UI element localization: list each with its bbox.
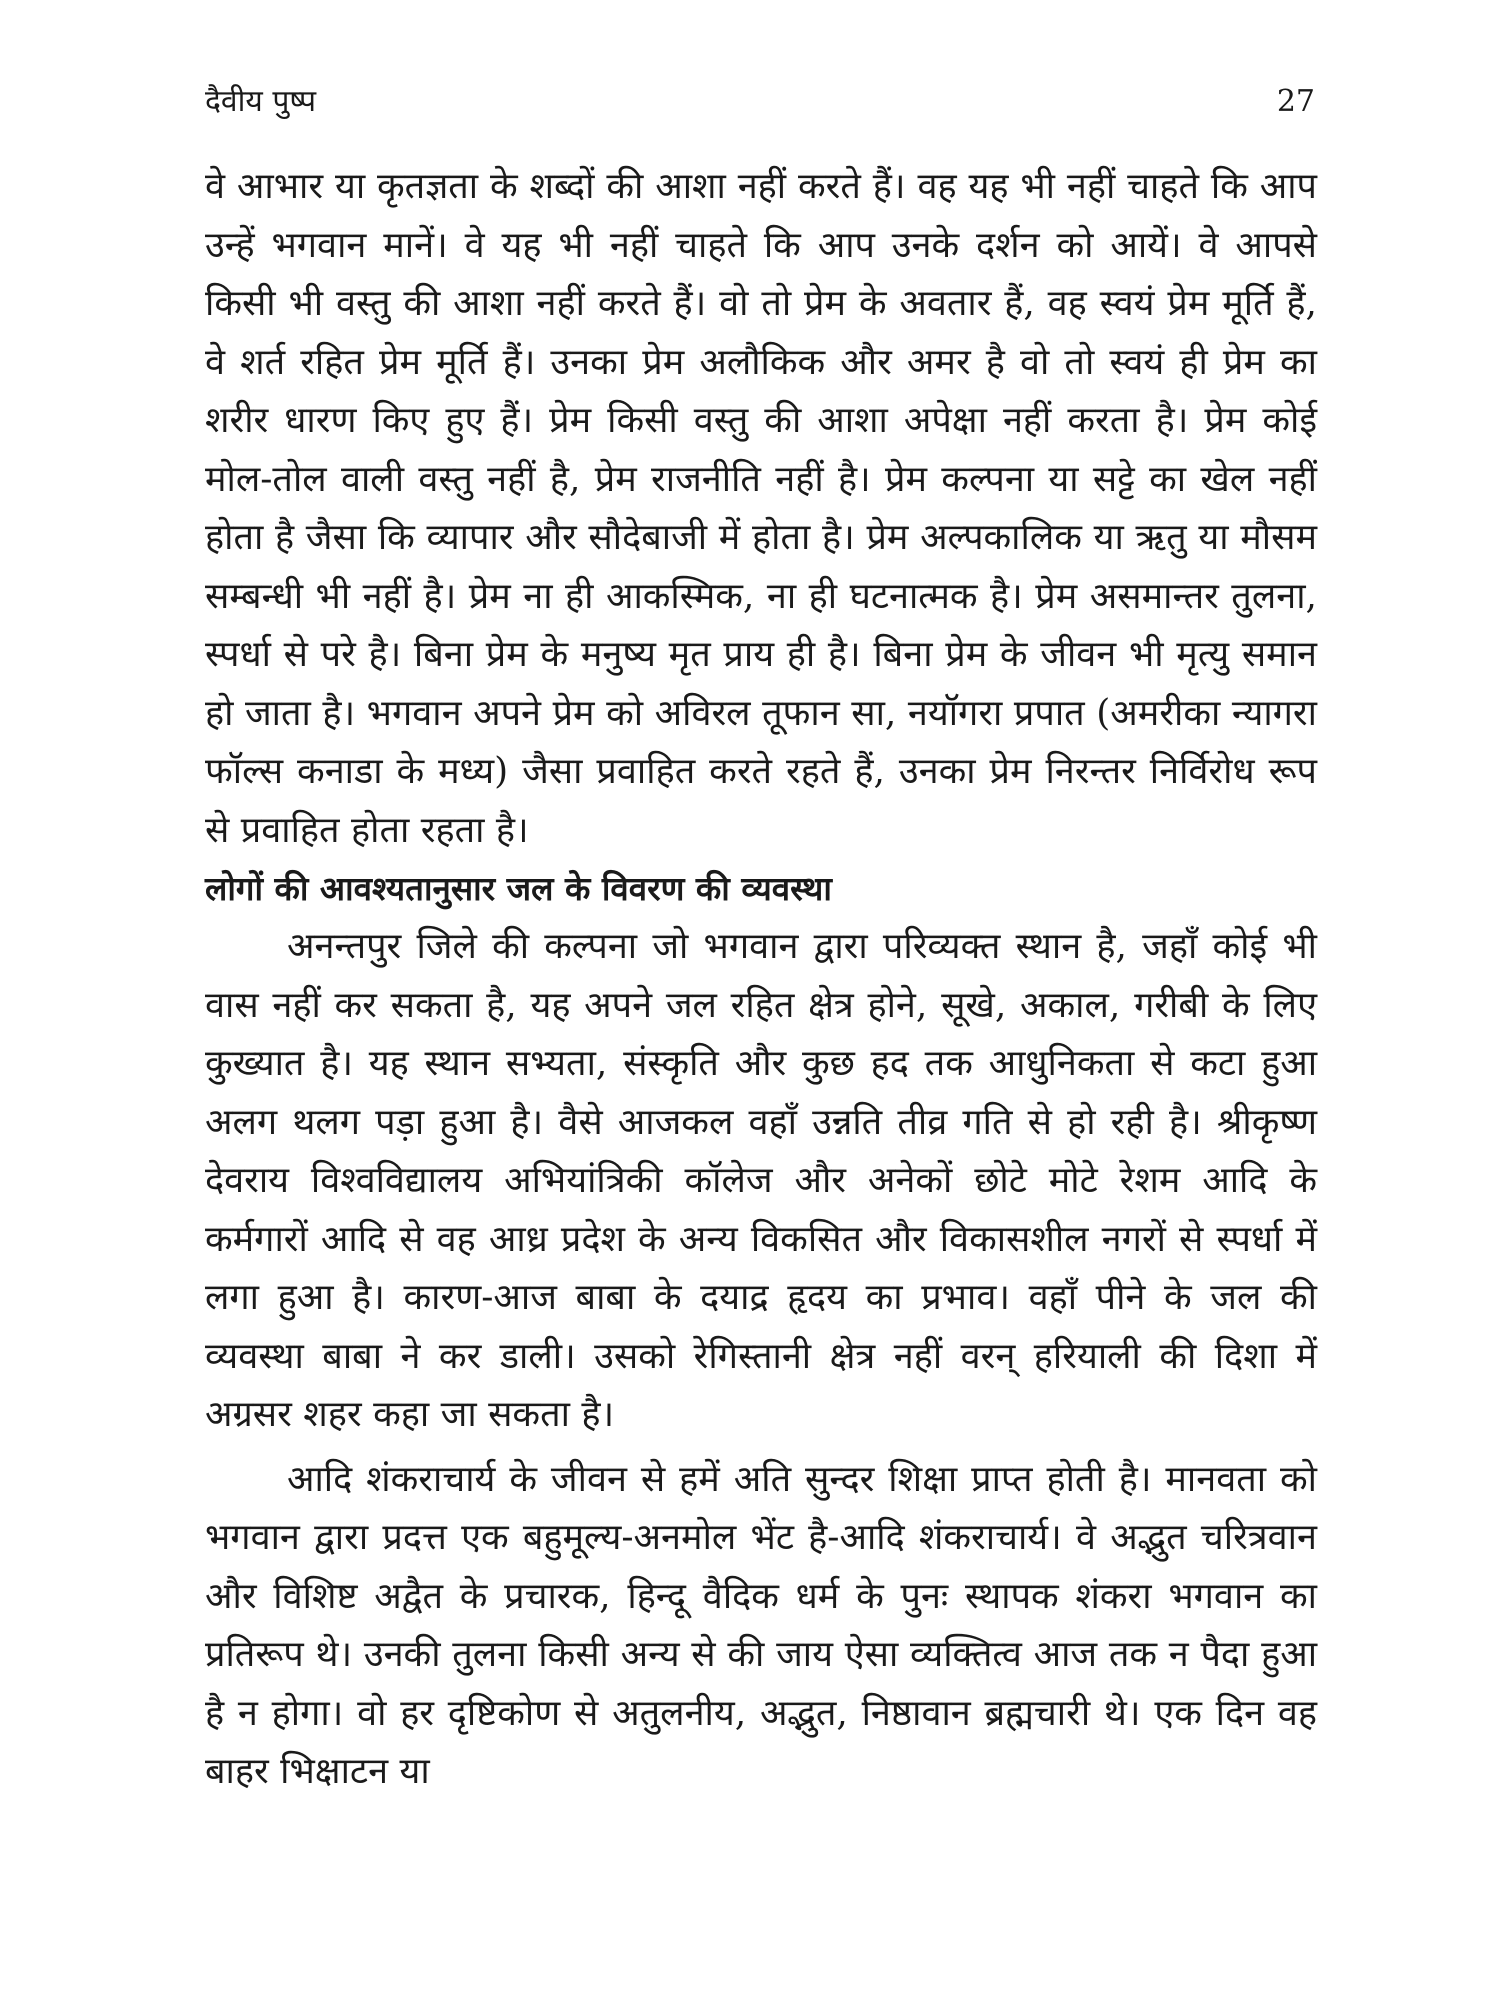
running-header bbox=[205, 82, 1315, 132]
page-number: 27 bbox=[1276, 84, 1315, 119]
body-text bbox=[205, 158, 1317, 1802]
paragraph-anantapur-water: अनन्तपुर जिले की कल्पना जो भगवान द्वारा परिव्यक्त स्थान है, जहाँ कोई भी वास नहीं कर सकता है, यह अपने जल रहित क्षेत्र होने, सूखे, अकाल, गरीबी के लिए कुख्यात है। यह स्थान सभ्यता, संस्कृति और कुछ हद तक आधुनिकता से कटा हुआ अलग थलग पड़ा हुआ है। वैसे आजकल वहाँ उन्नति तीव्र गति से हो रही है। श्रीकृष्ण देवराय विश्वविद्यालय अभियांत्रिकी कॉलेज और अनेकों छोटे मोटे रेशम आदि के कर्मगारों आदि से वह आध्र प्रदेश के अन्य विकसित और विकासशील नगरों से स्पर्धा में लगा हुआ है। कारण-आज बाबा के दयाद्र हृदय का प्रभाव। वहाँ पीने के जल की व्यवस्था बाबा ने कर डाली। उसको रेगिस्तानी क्षेत्र नहीं वरन् हरियाली की दिशा में अग्रसर शहर कहा जा सकता है। bbox=[205, 926, 1317, 1435]
section-heading: लोगों की आवश्यतानुसार जल के विवरण की व्यवस्था bbox=[205, 869, 832, 908]
paragraph-adi-shankaracharya: आदि शंकराचार्य के जीवन से हमें अति सुन्दर शिक्षा प्राप्त होती है। मानवता को भगवान द्वारा प्रदत्त एक बहुमूल्य-अनमोल भेंट है-आदि शंकराचार्य। वे अद्भुत चरित्रवान और विशिष्ट अद्वैत के प्रचारक, हिन्दू वैदिक धर्म के पुनः स्थापक शंकरा भगवान का प्रतिरूप थे। उनकी तुलना किसी अन्य से की जाय ऐसा व्यक्तित्व आज तक न पैदा हुआ है न होगा। वो हर दृष्टिकोण से अतुलनीय, अद्भुत, निष्ठावान ब्रह्मचारी थे। एक दिन वह बाहर भिक्षाटन या bbox=[205, 1458, 1317, 1792]
paragraph-love: वे आभार या कृतज्ञता के शब्दों की आशा नहीं करते हैं। वह यह भी नहीं चाहते कि आप उन्हें भगवान मानें। वे यह भी नहीं चाहते कि आप उनके दर्शन को आयें। वे आपसे किसी भी वस्तु की आशा नहीं करते हैं। वो तो प्रेम के अवतार हैं, वह स्वयं प्रेम मूर्ति हैं, वे शर्त रहित प्रेम मूर्ति हैं। उनका प्रेम अलौकिक और अमर है वो तो स्वयं ही प्रेम का शरीर धारण किए हुए हैं। प्रेम किसी वस्तु की आशा अपेक्षा नहीं करता है। प्रेम कोई मोल-तोल वाली वस्तु नहीं है, प्रेम राजनीति नहीं है। प्रेम कल्पना या सट्टे का खेल नहीं होता है जैसा कि व्यापार और सौदेबाजी में होता है। प्रेम अल्पकालिक या ऋतु या मौसम सम्बन्धी भी नहीं है। प्रेम ना ही आकस्मिक, ना ही घटनात्मक है। प्रेम असमान्तर तुलना, स्पर्धा से परे है। बिना प्रेम के मनुष्य मृत प्राय ही है। बिना प्रेम के जीवन भी मृत्यु समान हो जाता है। भगवान अपने प्रेम को अविरल तूफान सा, नयॉगरा प्रपात (अमरीका न्यागरा फॉल्स कनाडा के मध्य) जैसा प्रवाहित करते रहते हैं, उनका प्रेम निरन्तर निर्विरोध रूप से प्रवाहित होता रहता है। bbox=[205, 166, 1317, 851]
running-header-title: दैवीय पुष्प bbox=[205, 84, 317, 119]
